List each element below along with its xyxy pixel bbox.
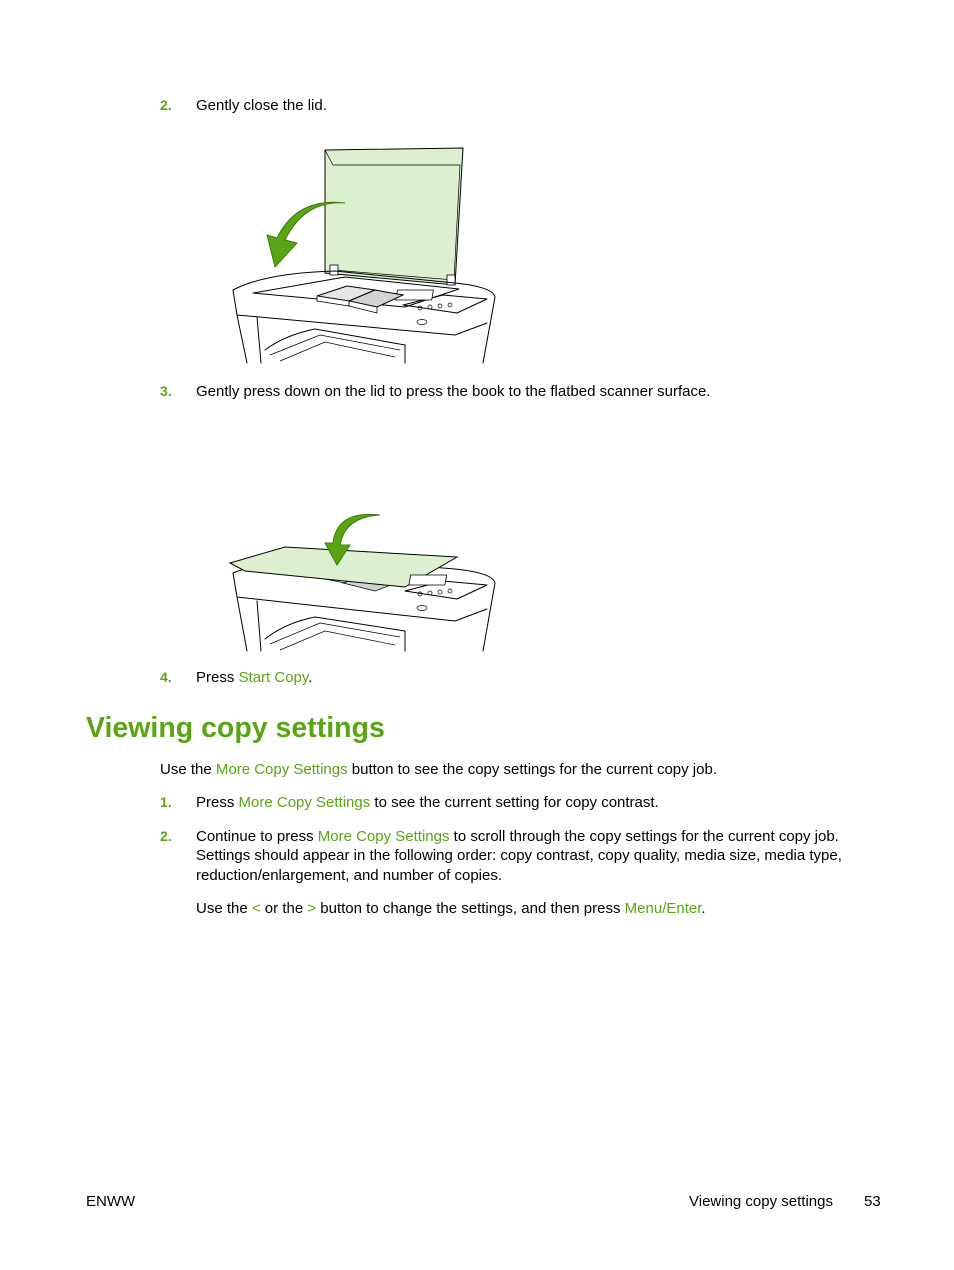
start-copy-link: Start Copy <box>238 669 309 686</box>
less-than-button-label: < <box>251 900 261 917</box>
greater-than-button-label: > <box>307 900 317 917</box>
section-note: Use the < or the > button to change the settings, and then press Menu/Enter. <box>196 900 706 917</box>
section-title: Viewing copy settings <box>86 712 385 744</box>
more-copy-settings-link: More Copy Settings <box>238 794 371 811</box>
more-copy-settings-link: More Copy Settings <box>215 761 348 778</box>
more-copy-settings-link: More Copy Settings <box>317 828 450 845</box>
step-4-text: Press Start Copy. <box>196 669 313 686</box>
step-3-text: Gently press down on the lid to press the book to the flatbed scanner surface. <box>196 383 711 400</box>
section-step-2-number: 2. <box>160 828 172 844</box>
footer-page-number: 53 <box>864 1193 881 1210</box>
section-intro: Use the More Copy Settings button to see the copy settings for the current copy job. <box>160 761 717 778</box>
menu-enter-link: Menu/Enter <box>624 900 702 917</box>
footer-left: ENWW <box>86 1193 136 1210</box>
step-2-text: Gently close the lid. <box>196 97 327 114</box>
section-step-2-line-3: reduction/enlargement, and number of copies. <box>196 867 503 884</box>
section-step-1-text: Press More Copy Settings to see the current setting for copy contrast. <box>196 794 659 811</box>
section-step-2-line-1: Continue to press More Copy Settings to scroll through the copy settings for the current copy job. <box>196 828 839 845</box>
scanner-lid <box>325 148 463 285</box>
section-step-2-line-2: Settings should appear in the following order: copy contrast, copy quality, media size, media type, <box>196 847 842 864</box>
step-3-number: 3. <box>160 383 172 399</box>
step-4-number: 4. <box>160 669 172 685</box>
step-2-number: 2. <box>160 97 172 113</box>
scanner-lid-closing-illustration <box>225 145 505 365</box>
footer-section-title: Viewing copy settings <box>689 1193 833 1210</box>
scanner-lid-pressing-illustration <box>225 505 505 653</box>
section-step-1-number: 1. <box>160 794 172 810</box>
